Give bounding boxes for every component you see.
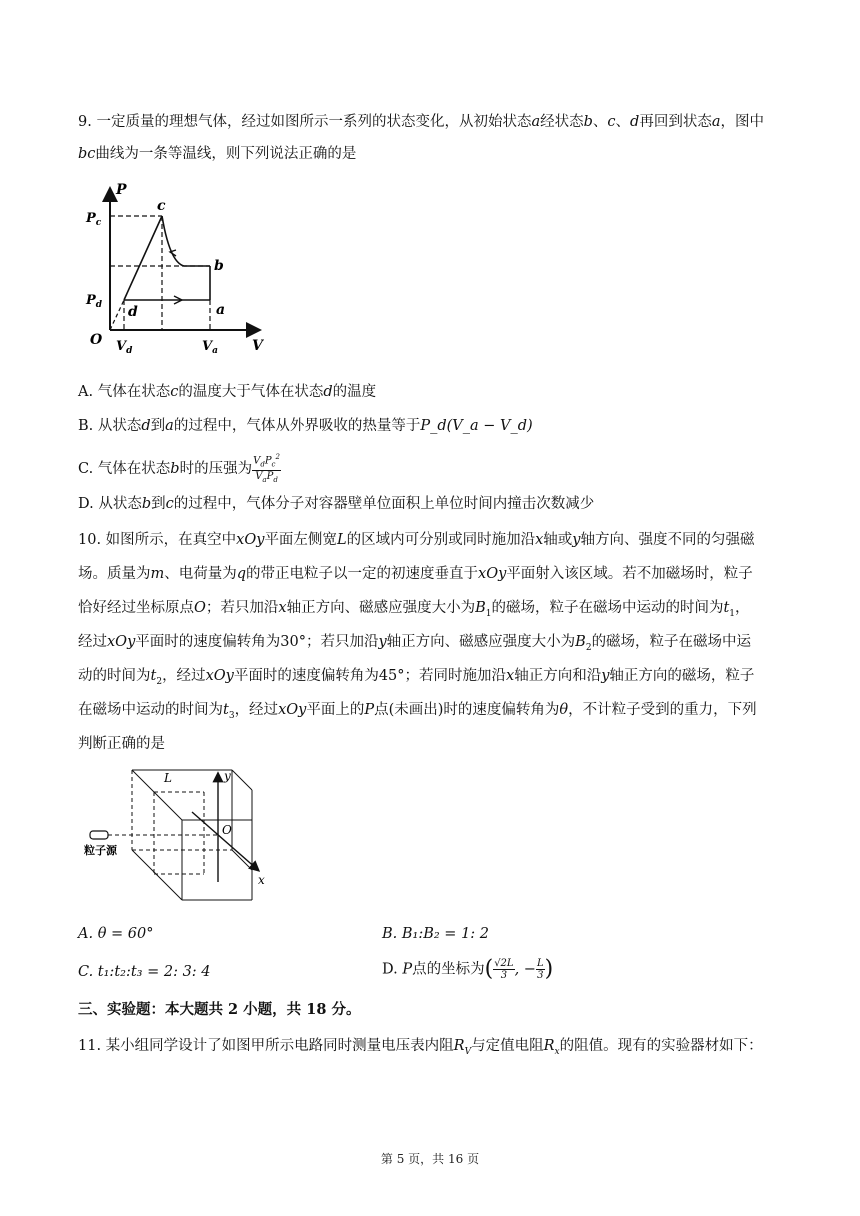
point-a-label: a bbox=[216, 302, 226, 318]
q9-option-c: C. 气体在状态b时的压强为 $\frac{V_dP_c^2}{V_aP_d}$ bbox=[78, 453, 280, 485]
q9-option-d: D. 从状态b到c的过程中，气体分子对容器壁单位面积上单位时间内撞击次数减少 bbox=[78, 496, 595, 512]
q9-stem-line2: bc曲线为一条等温线，则下列说法正确的是 bbox=[78, 146, 357, 162]
q10-stem-line1: 10. 如图所示，在真空中xOy平面左侧宽L的区域内可分别或同时施加沿x轴或y轴方向、强度不同的匀强磁 bbox=[78, 532, 755, 548]
process-cd bbox=[124, 216, 162, 300]
point-b-label: b bbox=[214, 258, 224, 274]
particle-source-label: 粒子源 bbox=[84, 844, 117, 857]
q10-option-a: A. θ = 60° bbox=[78, 926, 154, 942]
q9-stem-line1: 9. 一定质量的理想气体，经过如图所示一系列的状态变化，从初始状态a经状态b、c、d再回到状态a，图中 bbox=[78, 114, 764, 130]
q10-stem-line2: 场。质量为m、电荷量为q的带正电粒子以一定的初速度垂直于xOy平面射入该区域。若不加磁场时，粒子 bbox=[78, 566, 753, 582]
pressure-fraction: $\frac{V_dP_c^2}{V_aP_d}$ bbox=[253, 453, 280, 485]
q9-option-b: B. 从状态d到a的过程中，气体从外界吸收的热量等于P_d(V_a − V_d) bbox=[78, 418, 533, 434]
q10-stem-line5: 动的时间为$t_2$，经过xOy平面时的速度偏转角为45°；若同时施加沿x轴正方向和沿y轴正方向的磁场，粒子 bbox=[78, 668, 755, 687]
origin-label: O bbox=[90, 332, 103, 348]
point-d-label: d bbox=[128, 304, 138, 320]
section-3-heading: 三、实验题：本大题共 2 小题，共 18 分。 bbox=[78, 1001, 361, 1018]
p-axis-label: P bbox=[116, 182, 127, 198]
q9-pv-diagram bbox=[80, 182, 280, 362]
q10-stem-line4: 经过xOy平面时的速度偏转角为30°；若只加沿y轴正方向、磁感应强度大小为$B_2$的磁场，粒子在磁场中运 bbox=[78, 634, 752, 653]
svg-text:Pd: $P_d$ bbox=[86, 293, 103, 310]
process-bc-isotherm bbox=[162, 216, 210, 266]
svg-text:y: y bbox=[224, 769, 231, 783]
svg-text:L: L bbox=[164, 771, 172, 785]
q9-option-a: A. 气体在状态c的温度大于气体在状态d的温度 bbox=[78, 384, 377, 400]
q10-field-diagram bbox=[82, 762, 282, 912]
particle-source-icon bbox=[90, 831, 108, 839]
q10-option-b: B. B₁:B₂ = 1: 2 bbox=[382, 926, 490, 942]
svg-text:x: x bbox=[258, 873, 265, 887]
q10-option-d: D. P点的坐标为( $\frac{√2L}{3}$ , − $\frac{L}{3}$ ) bbox=[382, 956, 554, 982]
v-axis-label: V bbox=[252, 338, 263, 354]
q10-stem-line3: 恰好经过坐标原点O；若只加沿x轴正方向、磁感应强度大小为$B_1$的磁场，粒子在磁场中运动的时间为$t_1$， bbox=[78, 600, 750, 619]
svg-text:Va: $V_a$ bbox=[202, 339, 218, 356]
point-c-label: c bbox=[157, 198, 166, 214]
svg-text:Pc: $P_c$ bbox=[86, 211, 102, 228]
q10-stem-line6: 在磁场中运动的时间为$t_3$，经过xOy平面上的P点(未画出)时的速度偏转角为θ，不计粒子受到的重力，下列 bbox=[78, 702, 757, 721]
q10-stem-line7: 判断正确的是 bbox=[78, 736, 165, 752]
q10-option-c: C. t₁:t₂:t₃ = 2: 3: 4 bbox=[78, 964, 211, 980]
svg-text:O: O bbox=[222, 823, 232, 837]
q11-stem: 11. 某小组同学设计了如图甲所示电路同时测量电压表内阻$R_V$与定值电阻$R_x$的阻值。现有的实验器材如下： bbox=[78, 1038, 763, 1057]
svg-text:Vd: $V_d$ bbox=[116, 339, 133, 356]
x-axis bbox=[192, 812, 258, 870]
page-footer: 第 5 页，共 16 页 bbox=[380, 1152, 480, 1166]
